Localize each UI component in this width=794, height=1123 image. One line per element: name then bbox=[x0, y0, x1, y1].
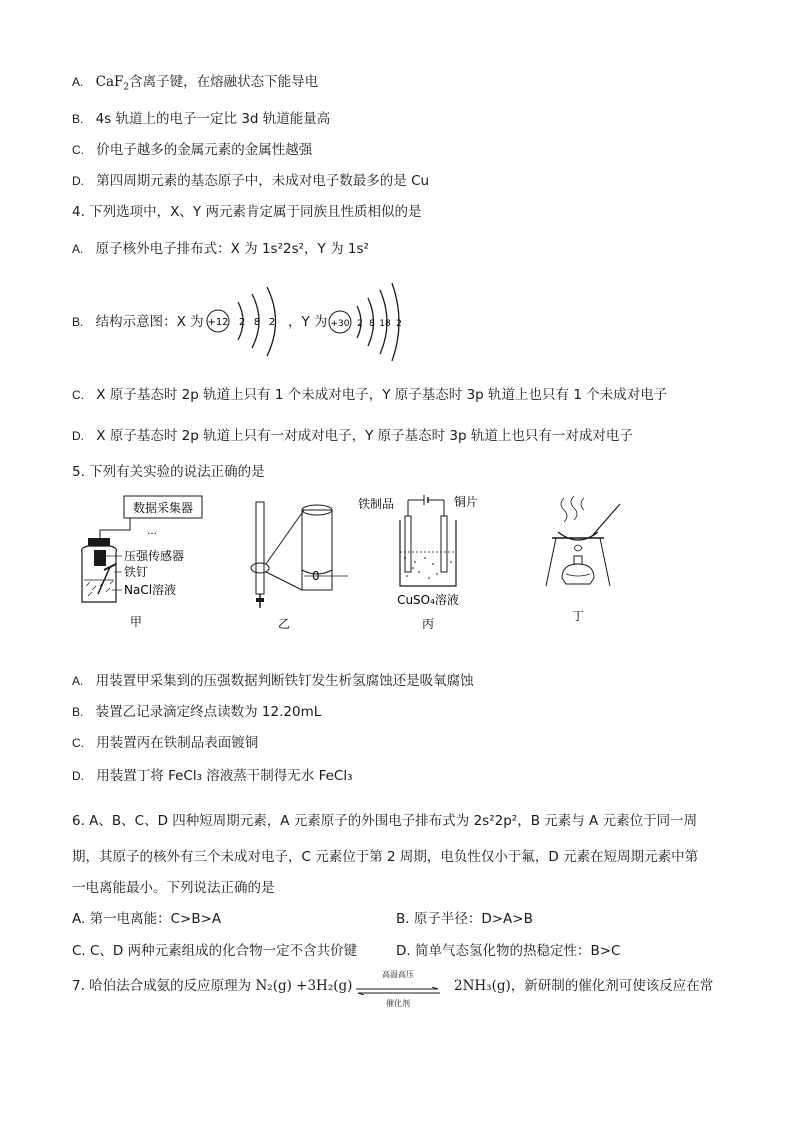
atom-structure-y bbox=[326, 282, 406, 362]
q4-option-b-y: ，Y 为 bbox=[288, 314, 328, 330]
x-nucleus: +12 bbox=[207, 317, 229, 328]
y-shell-1: 2 bbox=[357, 319, 363, 329]
q6-option-a: A. 第一电离能：C>B>A bbox=[72, 911, 222, 927]
atom-structure-x bbox=[204, 284, 288, 362]
q3-option-a: A. CaF$_2$含离子键，在熔融状态下能导电 bbox=[72, 74, 319, 93]
bing-right-label: 铜片 bbox=[454, 495, 479, 509]
jia-nail-label: 铁钉 bbox=[124, 565, 149, 579]
q5-stem: 5. 下列有关实验的说法正确的是 bbox=[72, 464, 265, 480]
y-shell-2: 8 bbox=[369, 319, 375, 329]
q4-option-c: C. X 原子基态时 2p 轨道上只有 1 个未成对电子，Y 原子基态时 3p 轨道上也只有 1 个未成对电子 bbox=[72, 387, 668, 403]
q7-cond-top: 高温高压 bbox=[382, 970, 414, 979]
q5-option-c: C. 用装置丙在铁制品表面镀铜 bbox=[72, 735, 259, 751]
apparatus-jia bbox=[70, 494, 210, 634]
yi-caption: 乙 bbox=[277, 617, 291, 631]
bing-solution-label: CuSO₄溶液 bbox=[397, 593, 459, 607]
x-shell-1: 2 bbox=[238, 317, 246, 328]
q5-option-a: A. 用装置甲采集到的压强数据判断铁钉发生析氢腐蚀还是吸氧腐蚀 bbox=[72, 673, 474, 689]
q3-option-c: C. 价电子越多的金属元素的金属性越强 bbox=[72, 142, 313, 158]
apparatus-ding bbox=[534, 494, 624, 628]
q3-option-b: B. 4s 轨道上的电子一定比 3d 轨道能量高 bbox=[72, 111, 331, 127]
jia-caption: 甲 bbox=[129, 615, 143, 629]
q7-cond-bottom: 催化剂 bbox=[386, 999, 410, 1008]
bing-left-label: 铁制品 bbox=[358, 497, 395, 511]
q4-option-d: D. X 原子基态时 2p 轨道上只有一对成对电子，Y 原子基态时 3p 轨道上也只有一对成对电子 bbox=[72, 428, 633, 444]
x-shell-3: 2 bbox=[268, 317, 276, 328]
q5-option-d: D. 用装置丁将 FeCl₃ 溶液蒸干制得无水 FeCl₃ bbox=[72, 768, 353, 784]
caf2-formula: CaF$_2$ bbox=[95, 74, 130, 93]
apparatus-bing bbox=[356, 492, 496, 634]
jia-box-label: 数据采集器 bbox=[132, 501, 194, 515]
reversible-arrow-icon bbox=[352, 987, 444, 995]
q4-option-b: B. 结构示意图：X 为 bbox=[72, 314, 204, 330]
jia-dots: … bbox=[147, 526, 157, 537]
q6-option-d: D. 简单气态氢化物的热稳定性：B>C bbox=[396, 943, 621, 959]
q6-stem-line-1: 6. A、B、C、D 四种短周期元素，A 元素原子的外围电子排布式为 2s²2p²，B 元素与 A 元素位于同一周 bbox=[72, 813, 698, 829]
q6-stem-line-3: 一电离能最小。下列说法正确的是 bbox=[72, 880, 275, 896]
y-nucleus: +30 bbox=[330, 319, 350, 329]
bing-caption: 丙 bbox=[421, 617, 435, 631]
apparatus-yi bbox=[244, 498, 354, 634]
x-shell-2: 8 bbox=[253, 317, 261, 328]
y-shell-4: 2 bbox=[396, 319, 402, 329]
q7-stem: 7. 哈伯法合成氨的反应原理为 N₂(g) +3H₂(g) bbox=[72, 978, 353, 994]
q3-option-d: D. 第四周期元素的基态原子中，未成对电子数最多的是 Cu bbox=[72, 173, 430, 189]
yi-zero-mark: 0 bbox=[312, 569, 320, 583]
q7-reaction-conditions bbox=[352, 970, 444, 1009]
q4-option-a: A. 原子核外电子排布式：X 为 1s²2s²，Y 为 1s² bbox=[72, 241, 369, 257]
jia-solution-label: NaCl溶液 bbox=[124, 583, 177, 597]
ding-caption: 丁 bbox=[571, 609, 585, 623]
q6-option-b: B. 原子半径：D>A>B bbox=[396, 911, 533, 927]
jia-sensor-label: 压强传感器 bbox=[124, 549, 185, 563]
y-shell-3: 18 bbox=[379, 319, 391, 329]
q4-stem: 4. 下列选项中，X、Y 两元素肯定属于同族且性质相似的是 bbox=[72, 204, 422, 220]
q5-option-b: B. 装置乙记录滴定终点读数为 12.20mL bbox=[72, 704, 322, 720]
q6-stem-line-2: 期，其原子的核外有三个未成对电子，C 元素位于第 2 周期，电负性仅小于氟，D 元素在短周期元素中第 bbox=[72, 849, 699, 865]
q7-stem-end: 2NH₃(g)，新研制的催化剂可使该反应在常 bbox=[454, 978, 714, 994]
q6-option-c: C. C、D 两种元素组成的化合物一定不含共价键 bbox=[72, 943, 358, 959]
